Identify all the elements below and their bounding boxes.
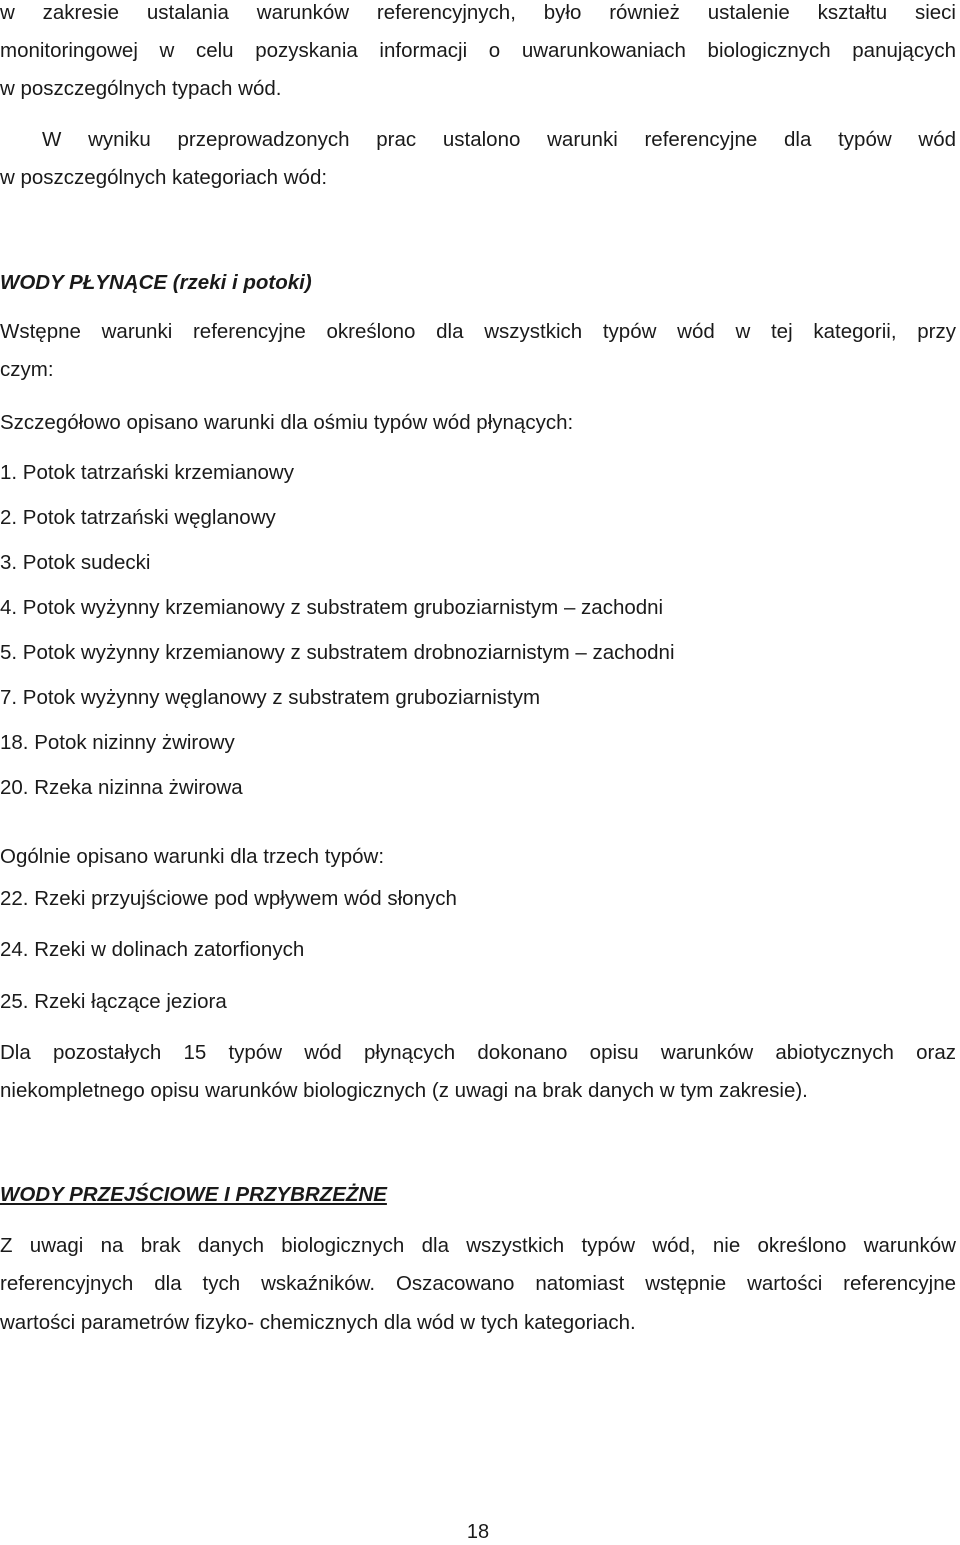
list-item: 24. Rzeki w dolinach zatorfionych: [0, 938, 305, 961]
list-item: 1. Potok tatrzański krzemianowy: [0, 461, 294, 484]
flowing-intro-line: czym:: [0, 358, 54, 381]
summary-paragraph-line: W wyniku przeprowadzonych prac ustalono warunki referencyjne dla typów wód: [42, 128, 956, 151]
transitional-paragraph-line: referencyjnych dla tych wskaźników. Oszacowano natomiast wstępnie wartości referencyjne: [0, 1272, 956, 1295]
list-item: 20. Rzeka nizinna żwirowa: [0, 776, 243, 799]
transitional-paragraph-line: Z uwagi na brak danych biologicznych dla wszystkich typów wód, nie określono warunków: [0, 1234, 956, 1257]
transitional-paragraph-line: wartości parametrów fizyko- chemicznych dla wód w tych kategoriach.: [0, 1311, 636, 1334]
summary-paragraph-line: w poszczególnych kategoriach wód:: [0, 166, 328, 189]
intro-paragraph-line: w poszczególnych typach wód.: [0, 77, 282, 100]
intro-paragraph-line: w zakresie ustalania warunków referencyjnych, było również ustalenie kształtu sieci: [0, 1, 956, 24]
list-item: 5. Potok wyżynny krzemianowy z substratem drobnoziarnistym – zachodni: [0, 641, 675, 664]
remaining-types-line: Dla pozostałych 15 typów wód płynących dokonano opisu warunków abiotycznych oraz: [0, 1041, 956, 1064]
general-types-heading: Ogólnie opisano warunki dla trzech typów:: [0, 845, 385, 868]
list-item: 22. Rzeki przyujściowe pod wpływem wód słonych: [0, 887, 457, 910]
detailed-types-heading: Szczegółowo opisano warunki dla ośmiu typów wód płynących:: [0, 411, 574, 434]
intro-paragraph-line: monitoringowej w celu pozyskania informacji o uwarunkowaniach biologicznych panujących: [0, 39, 956, 62]
list-item: 4. Potok wyżynny krzemianowy z substratem gruboziarnistym – zachodni: [0, 596, 664, 619]
flowing-waters-heading: WODY PŁYNĄCE (rzeki i potoki): [0, 271, 312, 294]
list-item: 25. Rzeki łączące jeziora: [0, 990, 227, 1013]
list-item: 2. Potok tatrzański węglanowy: [0, 506, 276, 529]
list-item: 18. Potok nizinny żwirowy: [0, 731, 235, 754]
list-item: 7. Potok wyżynny węglanowy z substratem gruboziarnistym: [0, 686, 541, 709]
flowing-intro-line: Wstępne warunki referencyjne określono dla wszystkich typów wód w tej kategorii, przy: [0, 320, 956, 343]
remaining-types-line: niekompletnego opisu warunków biologicznych (z uwagi na brak danych w tym zakresie).: [0, 1079, 808, 1102]
list-item: 3. Potok sudecki: [0, 551, 151, 574]
page-number: 18: [466, 1521, 490, 1543]
transitional-waters-heading: WODY PRZEJŚCIOWE I PRZYBRZEŻNE: [0, 1183, 387, 1206]
